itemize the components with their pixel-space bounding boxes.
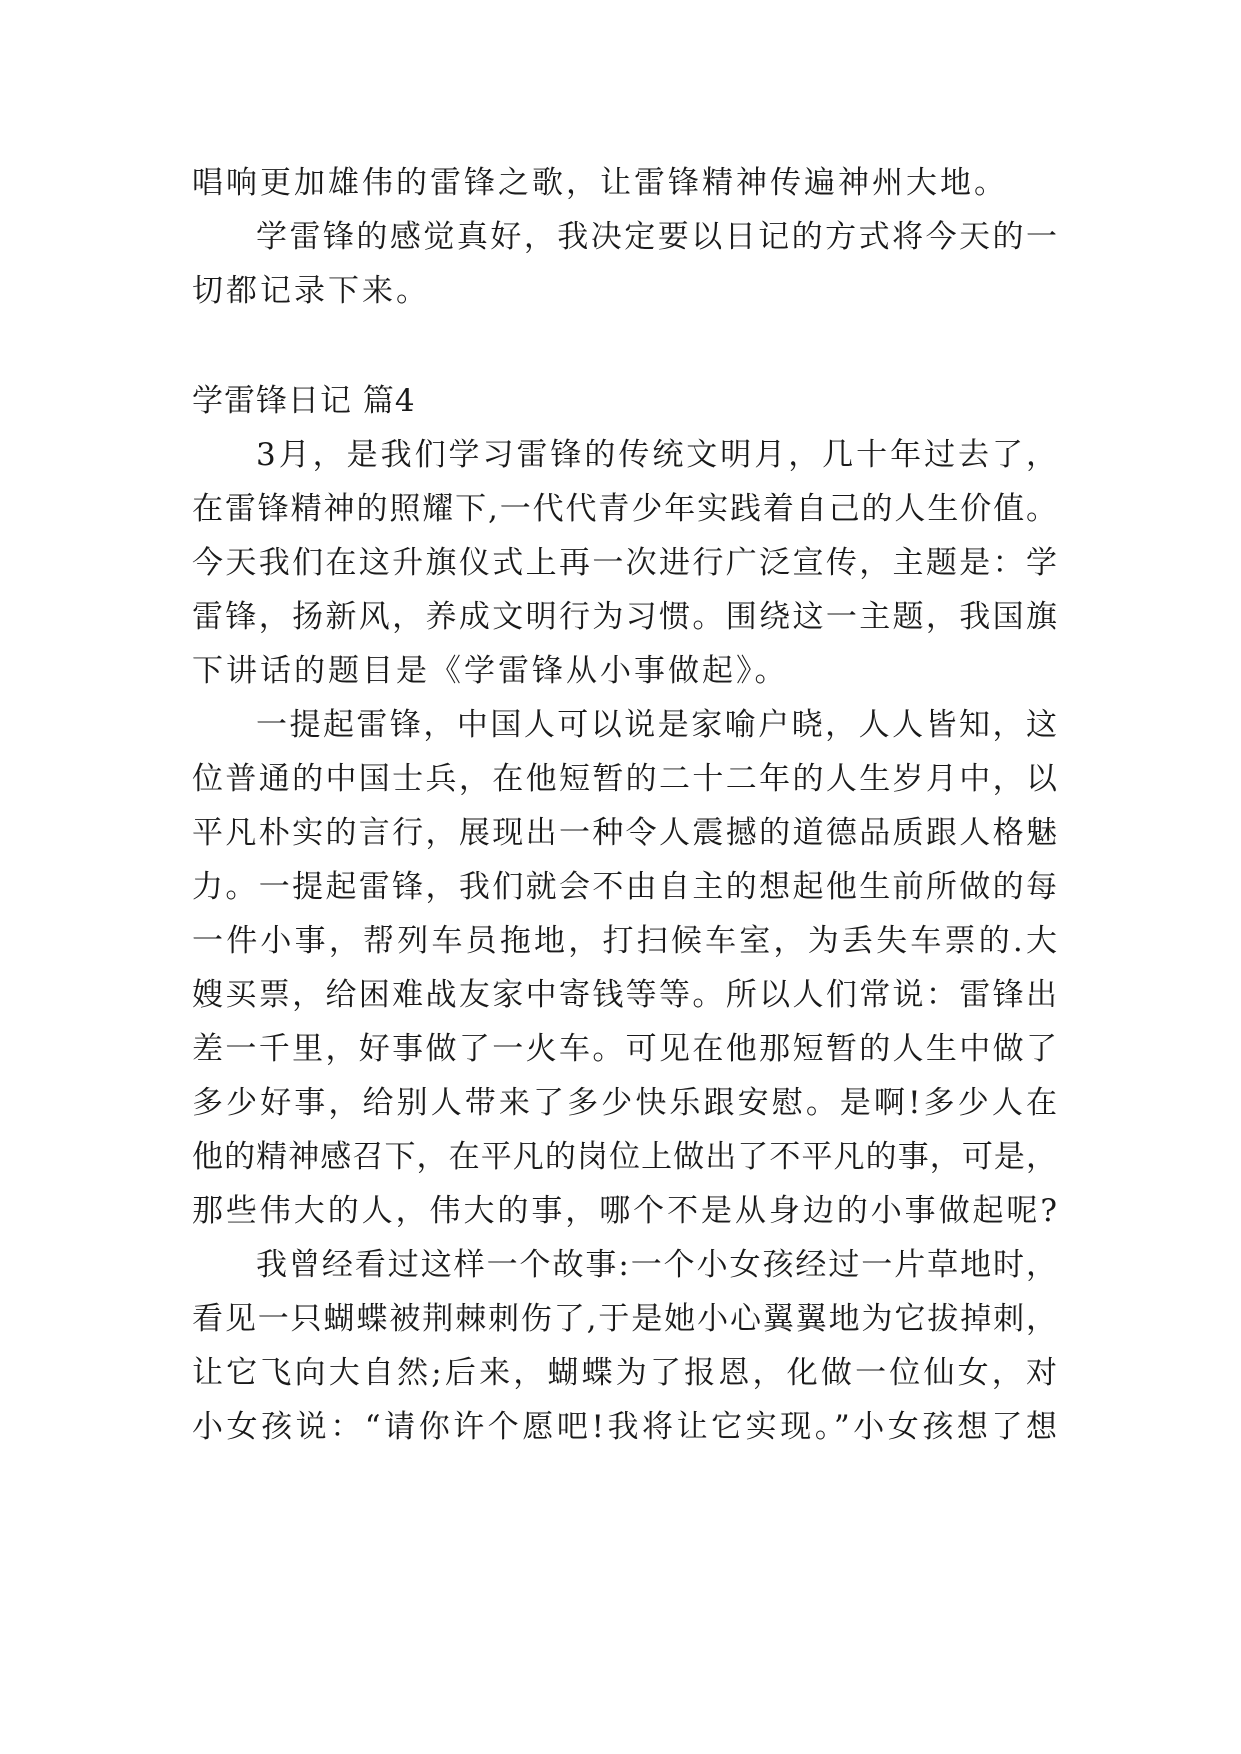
text-line: 雷锋，扬新风，养成文明行为习惯。围绕这一主题，我国旗 bbox=[192, 599, 1057, 635]
text-line: 我曾经看过这样一个故事:一个小女孩经过一片草地时， bbox=[256, 1247, 1057, 1283]
document-body bbox=[192, 156, 1057, 1454]
text-line: 那些伟大的人，伟大的事，哪个不是从身边的小事做起呢? bbox=[192, 1193, 1057, 1229]
text-line: 学雷锋的感觉真好，我决定要以日记的方式将今天的一 bbox=[256, 219, 1057, 255]
text-line: 力。一提起雷锋，我们就会不由自主的想起他生前所做的每 bbox=[192, 869, 1057, 905]
text-line: 让它飞向大自然;后来，蝴蝶为了报恩，化做一位仙女，对 bbox=[192, 1355, 1057, 1391]
text-line: 一提起雷锋，中国人可以说是家喻户晓，人人皆知，这 bbox=[256, 707, 1057, 743]
text-line: 差一千里，好事做了一火车。可见在他那短暂的人生中做了 bbox=[192, 1031, 1057, 1067]
text-line: 下讲话的题目是《学雷锋从小事做起》。 bbox=[192, 653, 789, 689]
text-line: 嫂买票，给困难战友家中寄钱等等。所以人们常说：雷锋出 bbox=[192, 977, 1057, 1013]
text-line: 在雷锋精神的照耀下,一代代青少年实践着自己的人生价值。 bbox=[192, 491, 1057, 527]
text-line: 位普通的中国士兵，在他短暂的二十二年的人生岁月中，以 bbox=[192, 761, 1057, 797]
text-line: 3月，是我们学习雷锋的传统文明月，几十年过去了， bbox=[256, 437, 1057, 473]
text-line: 平凡朴实的言行，展现出一种令人震撼的道德品质跟人格魅 bbox=[192, 815, 1057, 851]
text-line: 看见一只蝴蝶被荆棘刺伤了,于是她小心翼翼地为它拔掉刺， bbox=[192, 1301, 1057, 1337]
section-gap bbox=[192, 318, 1057, 374]
text-line: 唱响更加雄伟的雷锋之歌，让雷锋精神传遍神州大地。 bbox=[192, 165, 1008, 201]
text-line: 他的精神感召下，在平凡的岗位上做出了不平凡的事，可是， bbox=[192, 1139, 1057, 1175]
text-line: 切都记录下来。 bbox=[192, 273, 430, 309]
text-line: 小女孩说：“请你许个愿吧!我将让它实现。”小女孩想了想 bbox=[192, 1409, 1057, 1445]
text-line: 一件小事，帮列车员拖地，打扫候车室，为丢失车票的.大 bbox=[192, 923, 1057, 959]
text-line: 今天我们在这升旗仪式上再一次进行广泛宣传，主题是：学 bbox=[192, 545, 1057, 581]
section-title: 学雷锋日记 篇4 bbox=[192, 383, 416, 419]
text-line: 多少好事，给别人带来了多少快乐跟安慰。是啊!多少人在 bbox=[192, 1085, 1057, 1121]
